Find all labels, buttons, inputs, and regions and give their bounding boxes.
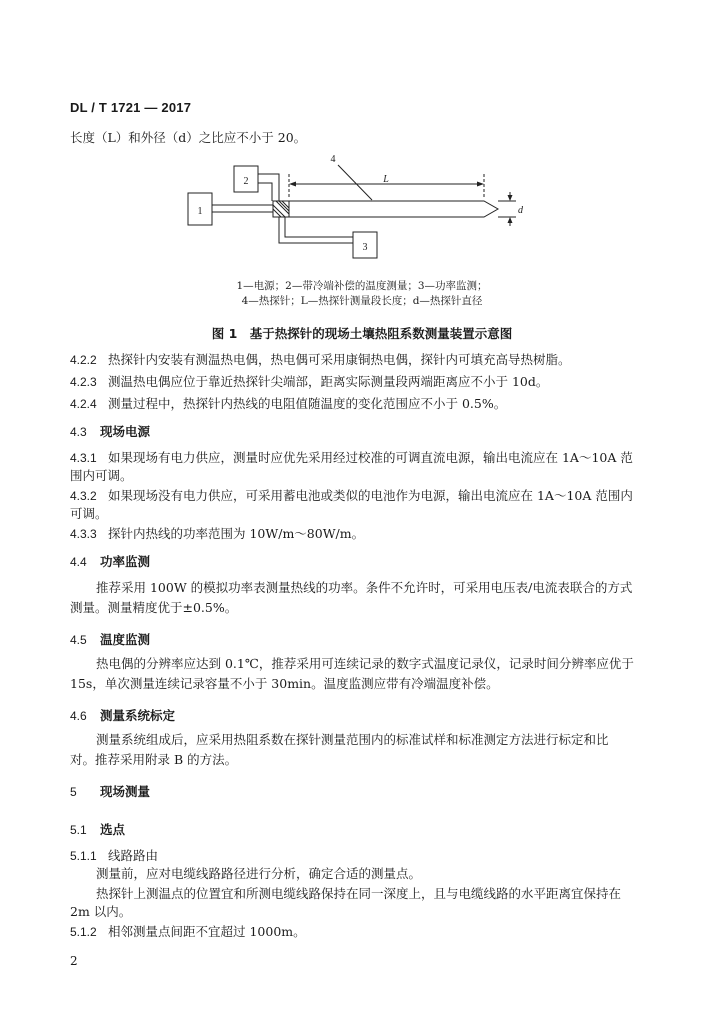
label-L: L — [383, 174, 389, 185]
clause-4-2-3 — [70, 372, 548, 392]
section-title: 现场电源 — [100, 424, 151, 439]
clause-4-2-2 — [70, 350, 571, 370]
clause-text: 相邻测量点间距不宜超过 1000m。 — [108, 924, 306, 939]
paragraph-5-1-1-line-3: 2m 以内。 — [70, 904, 132, 919]
figure-diagram — [0, 152, 724, 282]
clause-4-3-2 — [70, 486, 633, 506]
paragraph-4-4-line-2: 测量。测量精度优于±0.5%。 — [70, 600, 238, 615]
figure-legend-line-1: 1—电源；2—带冷端补偿的温度测量；3—功率监测； — [236, 280, 488, 292]
clause-text: 线路路由 — [108, 848, 159, 863]
figure-legend-line-2: 4—热探针；L—热探针测量段长度；d—热探针直径 — [241, 295, 483, 307]
section-number: 5 — [70, 785, 77, 799]
paragraph-5-1-1-line-1: 测量前，应对电缆线路路径进行分析，确定合适的测量点。 — [96, 866, 422, 881]
paragraph-4-6-line-2: 对。推荐采用附录 B 的方法。 — [70, 752, 238, 767]
probe-leader-line — [338, 165, 372, 200]
clause-5-1-2 — [70, 922, 306, 942]
label-2: 2 — [243, 176, 249, 187]
clause-5-1-1 — [70, 846, 158, 866]
clause-text: 探针内热线的功率范围为 10W/m～80W/m。 — [108, 526, 365, 541]
label-d: d — [518, 205, 523, 216]
section-number: 4.4 — [70, 555, 87, 569]
clause-text: 如果现场有电力供应，测量时应优先采用经过校准的可调直流电源，输出电流应在 1A～10A 范 — [108, 450, 633, 465]
section-number: 4.6 — [70, 709, 87, 723]
clause-4-3-1-continued: 围内可调。 — [70, 468, 133, 483]
clause-number: 4.2.3 — [70, 375, 97, 389]
paragraph-4-5-line-1: 热电偶的分辨率应达到 0.1℃，推荐采用可连续记录的数字式温度记录仪，记录时间分辨率应优于 — [96, 656, 634, 671]
clause-4-3-2-continued: 可调。 — [70, 506, 108, 521]
clause-number: 5.1.1 — [70, 849, 97, 863]
label-1: 1 — [197, 206, 203, 217]
paragraph-5-1-1-line-2: 热探针上测温点的位置宜和所测电缆线路保持在同一深度上，且与电缆线路的水平距离宜保持在 — [96, 886, 622, 901]
document-header: DL / T 1721 — 2017 — [70, 100, 192, 115]
section-title: 功率监测 — [100, 554, 151, 569]
paragraph-4-6-line-1: 测量系统组成后，应采用热阻系数在探针测量范围内的标准试样和标准测定方法进行标定和比 — [96, 732, 609, 747]
label-3: 3 — [362, 242, 368, 253]
clause-text: 测温热电偶应位于靠近热探针尖端部，距离实际测量段两端距离应不小于 10d。 — [108, 374, 549, 389]
section-4-5-heading — [70, 630, 150, 648]
section-title: 温度监测 — [100, 632, 151, 647]
section-title: 选点 — [100, 822, 126, 837]
clause-text: 测量过程中，热探针内热线的电阻值随温度的变化范围应不小于 0.5%。 — [108, 396, 507, 411]
label-4: 4 — [330, 154, 336, 165]
clause-number: 4.3.2 — [70, 489, 97, 503]
clause-4-2-4 — [70, 394, 506, 414]
clause-number: 5.1.2 — [70, 925, 97, 939]
clause-text: 热探针内安装有测温热电偶，热电偶可采用康铜热电偶，探针内可填充高导热树脂。 — [108, 352, 571, 367]
page-number: 2 — [70, 954, 78, 968]
paragraph-4-5-line-2: 15s，单次测量连续记录容量不小于 30min。温度监测应带有冷端温度补偿。 — [70, 676, 499, 691]
section-5-1-heading — [70, 820, 125, 838]
clause-number: 4.3.3 — [70, 527, 97, 541]
clause-text: 如果现场没有电力供应，可采用蓄电池或类似的电池作为电源，输出电流应在 1A～10A 范围内 — [108, 488, 633, 503]
clause-4-3-3 — [70, 524, 364, 544]
section-number: 4.3 — [70, 425, 87, 439]
figure-caption: 图 1 基于热探针的现场土壤热阻系数测量装置示意图 — [211, 326, 513, 341]
section-title: 测量系统标定 — [100, 708, 176, 723]
section-4-3-heading — [70, 422, 150, 440]
clause-number: 4.2.4 — [70, 397, 97, 411]
intro-line: 长度（L）和外径（d）之比应不小于 20。 — [70, 130, 307, 145]
section-title: 现场测量 — [100, 784, 151, 799]
paragraph-4-4-line-1: 推荐采用 100W 的模拟功率表测量热线的功率。条件不允许时，可采用电压表/电流表联合的方式 — [96, 580, 633, 595]
section-5-heading — [70, 782, 150, 800]
section-4-4-heading — [70, 552, 150, 570]
section-4-6-heading — [70, 706, 175, 724]
probe-shaft — [289, 201, 498, 217]
clause-number: 4.2.2 — [70, 353, 97, 367]
clause-number: 4.3.1 — [70, 451, 97, 465]
clause-4-3-1 — [70, 448, 633, 468]
section-number: 5.1 — [70, 823, 87, 837]
section-number: 4.5 — [70, 633, 87, 647]
